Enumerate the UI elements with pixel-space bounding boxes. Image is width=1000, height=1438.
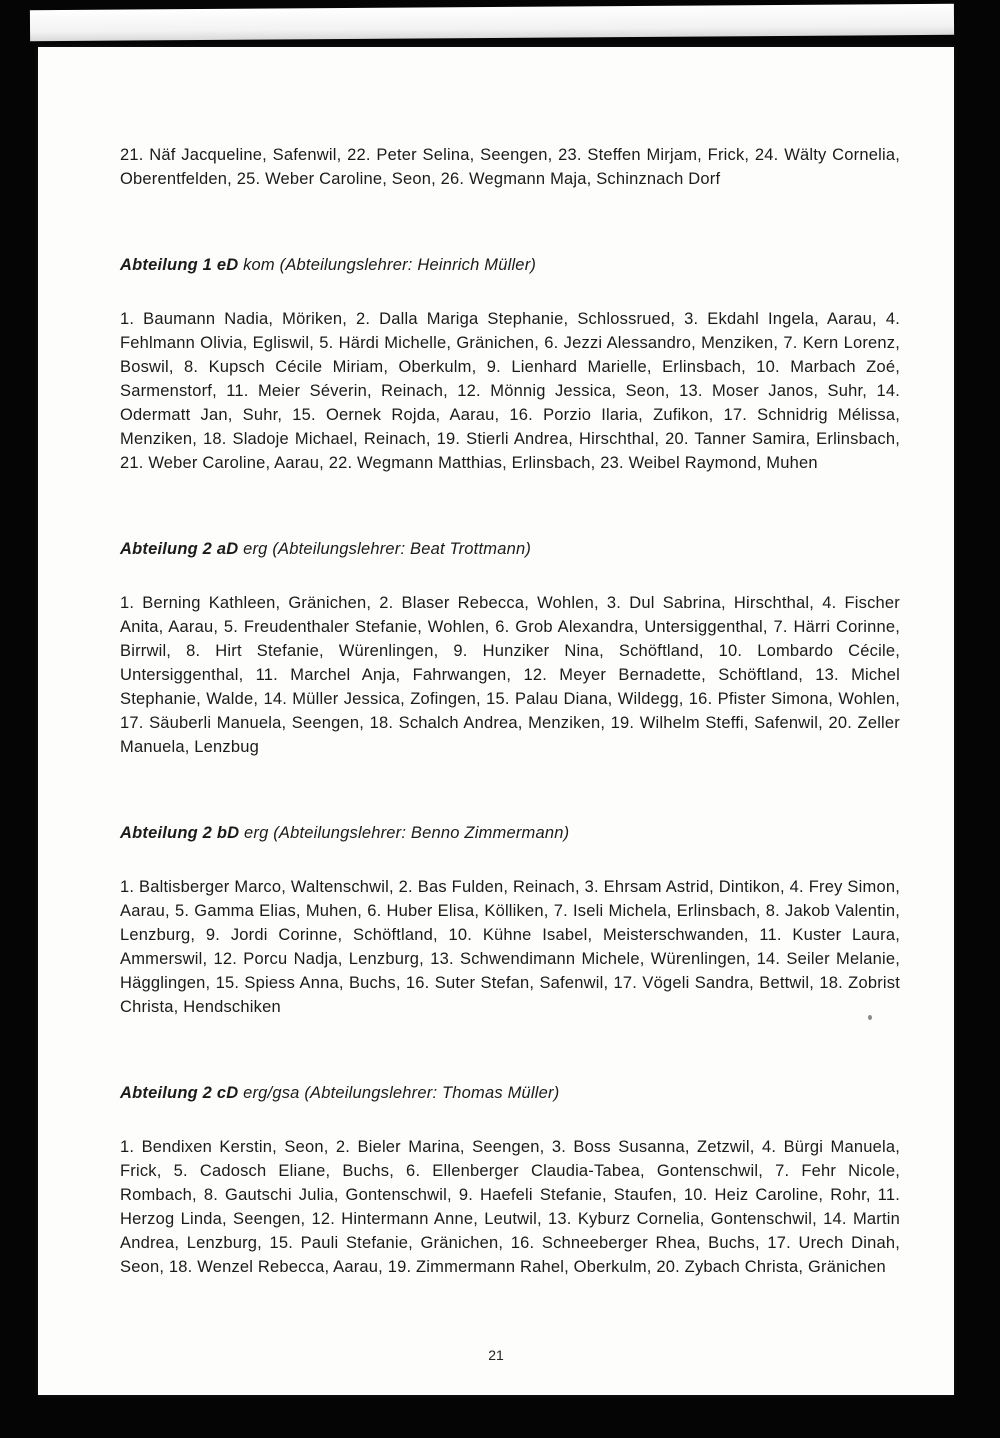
section-class-name: Abteilung 1 eD bbox=[120, 256, 239, 274]
section-teacher-info: kom (Abteilungslehrer: Heinrich Müller) bbox=[238, 256, 537, 274]
section-abteilung-2ad bbox=[120, 537, 900, 759]
section-heading bbox=[120, 821, 900, 845]
student-list: 1. Berning Kathleen, Gränichen, 2. Blaser Rebecca, Wohlen, 3. Dul Sabrina, Hirschthal, 4. Fischer Anita, Aarau, 5. Freudenthaler Stefanie, Wohlen, 6. Grob Alexandra, Untersiggenthal, 7. Härri Corinne, Birrwil, 8. Hirt Stefanie, Würenlingen, 9. Hunziker Nina, Schöftland, 10. Lombardo Cécile, Untersiggenthal, 11. Marchel Anja, Fahrwangen, 12. Meyer Bernadette, Schöftland, 13. Michel Stephanie, Walde, 14. Müller Jessica, Zofingen, 15. Palau Diana, Wildegg, 16. Pfister Simona, Wohlen, 17. Säuberli Manuela, Seengen, 18. Schalch Andrea, Menziken, 19. Wilhelm Steffi, Safenwil, 20. Zeller Manuela, Lenzbug bbox=[120, 594, 900, 756]
scan-edge-artifact bbox=[30, 4, 954, 41]
student-list: 1. Baltisberger Marco, Waltenschwil, 2. Bas Fulden, Reinach, 3. Ehrsam Astrid, Dintikon, 4. Frey Simon, Aarau, 5. Gamma Elias, Muhen, 6. Huber Elisa, Kölliken, 7. Iseli Michela, Erlinsbach, 8. Jakob Valentin, Lenzburg, 9. Jordi Corinne, Schöftland, 10. Kühne Isabel, Meisterschwanden, 11. Kuster Laura, Ammerswil, 12. Porcu Nadja, Lenzburg, 13. Schwendimann Michele, Würenlingen, 14. Seiler Melanie, Hägglingen, 15. Spiess Anna, Buchs, 16. Suter Stefan, Safenwil, 17. Vögeli Sandra, Bettwil, 18. Zobrist Christa, Hendschiken bbox=[120, 878, 900, 1016]
section-teacher-info: erg (Abteilungslehrer: Beat Trottmann) bbox=[238, 540, 532, 558]
document-page bbox=[38, 47, 954, 1395]
student-list: 1. Baumann Nadia, Möriken, 2. Dalla Mariga Stephanie, Schlossrued, 3. Ekdahl Ingela, Aarau, 4. Fehlmann Olivia, Egliswil, 5. Härdi Michelle, Gränichen, 6. Jezzi Alessandro, Menziken, 7. Kern Lorenz, Boswil, 8. Kupsch Cécile Miriam, Oberkulm, 9. Lienhard Marielle, Erlinsbach, 10. Marbach Zoé, Sarmenstorf, 11. Meier Séverin, Reinach, 12. Mönnig Jessica, Seon, 13. Moser Janos, Suhr, 14. Odermatt Jan, Suhr, 15. Oernek Rojda, Aarau, 16. Porzio Ilaria, Zufikon, 17. Schnidrig Mélissa, Menziken, 18. Sladoje Michael, Reinach, 19. Stierli Andrea, Hirschthal, 20. Tanner Samira, Erlinsbach, 21. Weber Caroline, Aarau, 22. Wegmann Matthias, Erlinsbach, 23. Weibel Raymond, Muhen bbox=[120, 310, 900, 472]
page-number: 21 bbox=[488, 1347, 504, 1363]
page-content bbox=[38, 47, 954, 1279]
intro-paragraph: 21. Näf Jacqueline, Safenwil, 22. Peter Selina, Seengen, 23. Steffen Mirjam, Frick, 24. Wälty Cornelia, Oberentfelden, 25. Weber Caroline, Seon, 26. Wegmann Maja, Schinznach Dorf bbox=[120, 146, 900, 188]
section-class-name: Abteilung 2 aD bbox=[120, 540, 239, 558]
section-teacher-info: erg/gsa (Abteilungslehrer: Thomas Müller) bbox=[238, 1084, 560, 1102]
section-class-name: Abteilung 2 cD bbox=[120, 1084, 239, 1102]
section-heading bbox=[120, 537, 900, 561]
section-heading bbox=[120, 1081, 900, 1105]
section-teacher-info: erg (Abteilungslehrer: Benno Zimmermann) bbox=[239, 824, 570, 842]
student-list: 1. Bendixen Kerstin, Seon, 2. Bieler Marina, Seengen, 3. Boss Susanna, Zetzwil, 4. Bürgi Manuela, Frick, 5. Cadosch Eliane, Buchs, 6. Ellenberger Claudia-Tabea, Gontenschwil, 7. Fehr Nicole, Rombach, 8. Gautschi Julia, Gontenschwil, 9. Haefeli Stefanie, Staufen, 10. Heiz Caroline, Rohr, 11. Herzog Linda, Seengen, 12. Hintermann Anne, Leutwil, 13. Kyburz Cornelia, Gontenschwil, 14. Martin Andrea, Lenzburg, 15. Pauli Stefanie, Gränichen, 16. Schneeberger Rhea, Buchs, 17. Urech Dinah, Seon, 18. Wenzel Rebecca, Aarau, 19. Zimmermann Rahel, Oberkulm, 20. Zybach Christa, Gränichen bbox=[120, 1138, 900, 1276]
section-heading bbox=[120, 253, 900, 277]
section-abteilung-1ed bbox=[120, 253, 900, 475]
section-abteilung-2bd bbox=[120, 821, 900, 1019]
section-abteilung-2cd bbox=[120, 1081, 900, 1279]
scan-speck bbox=[868, 1015, 872, 1020]
section-class-name: Abteilung 2 bD bbox=[120, 824, 240, 842]
